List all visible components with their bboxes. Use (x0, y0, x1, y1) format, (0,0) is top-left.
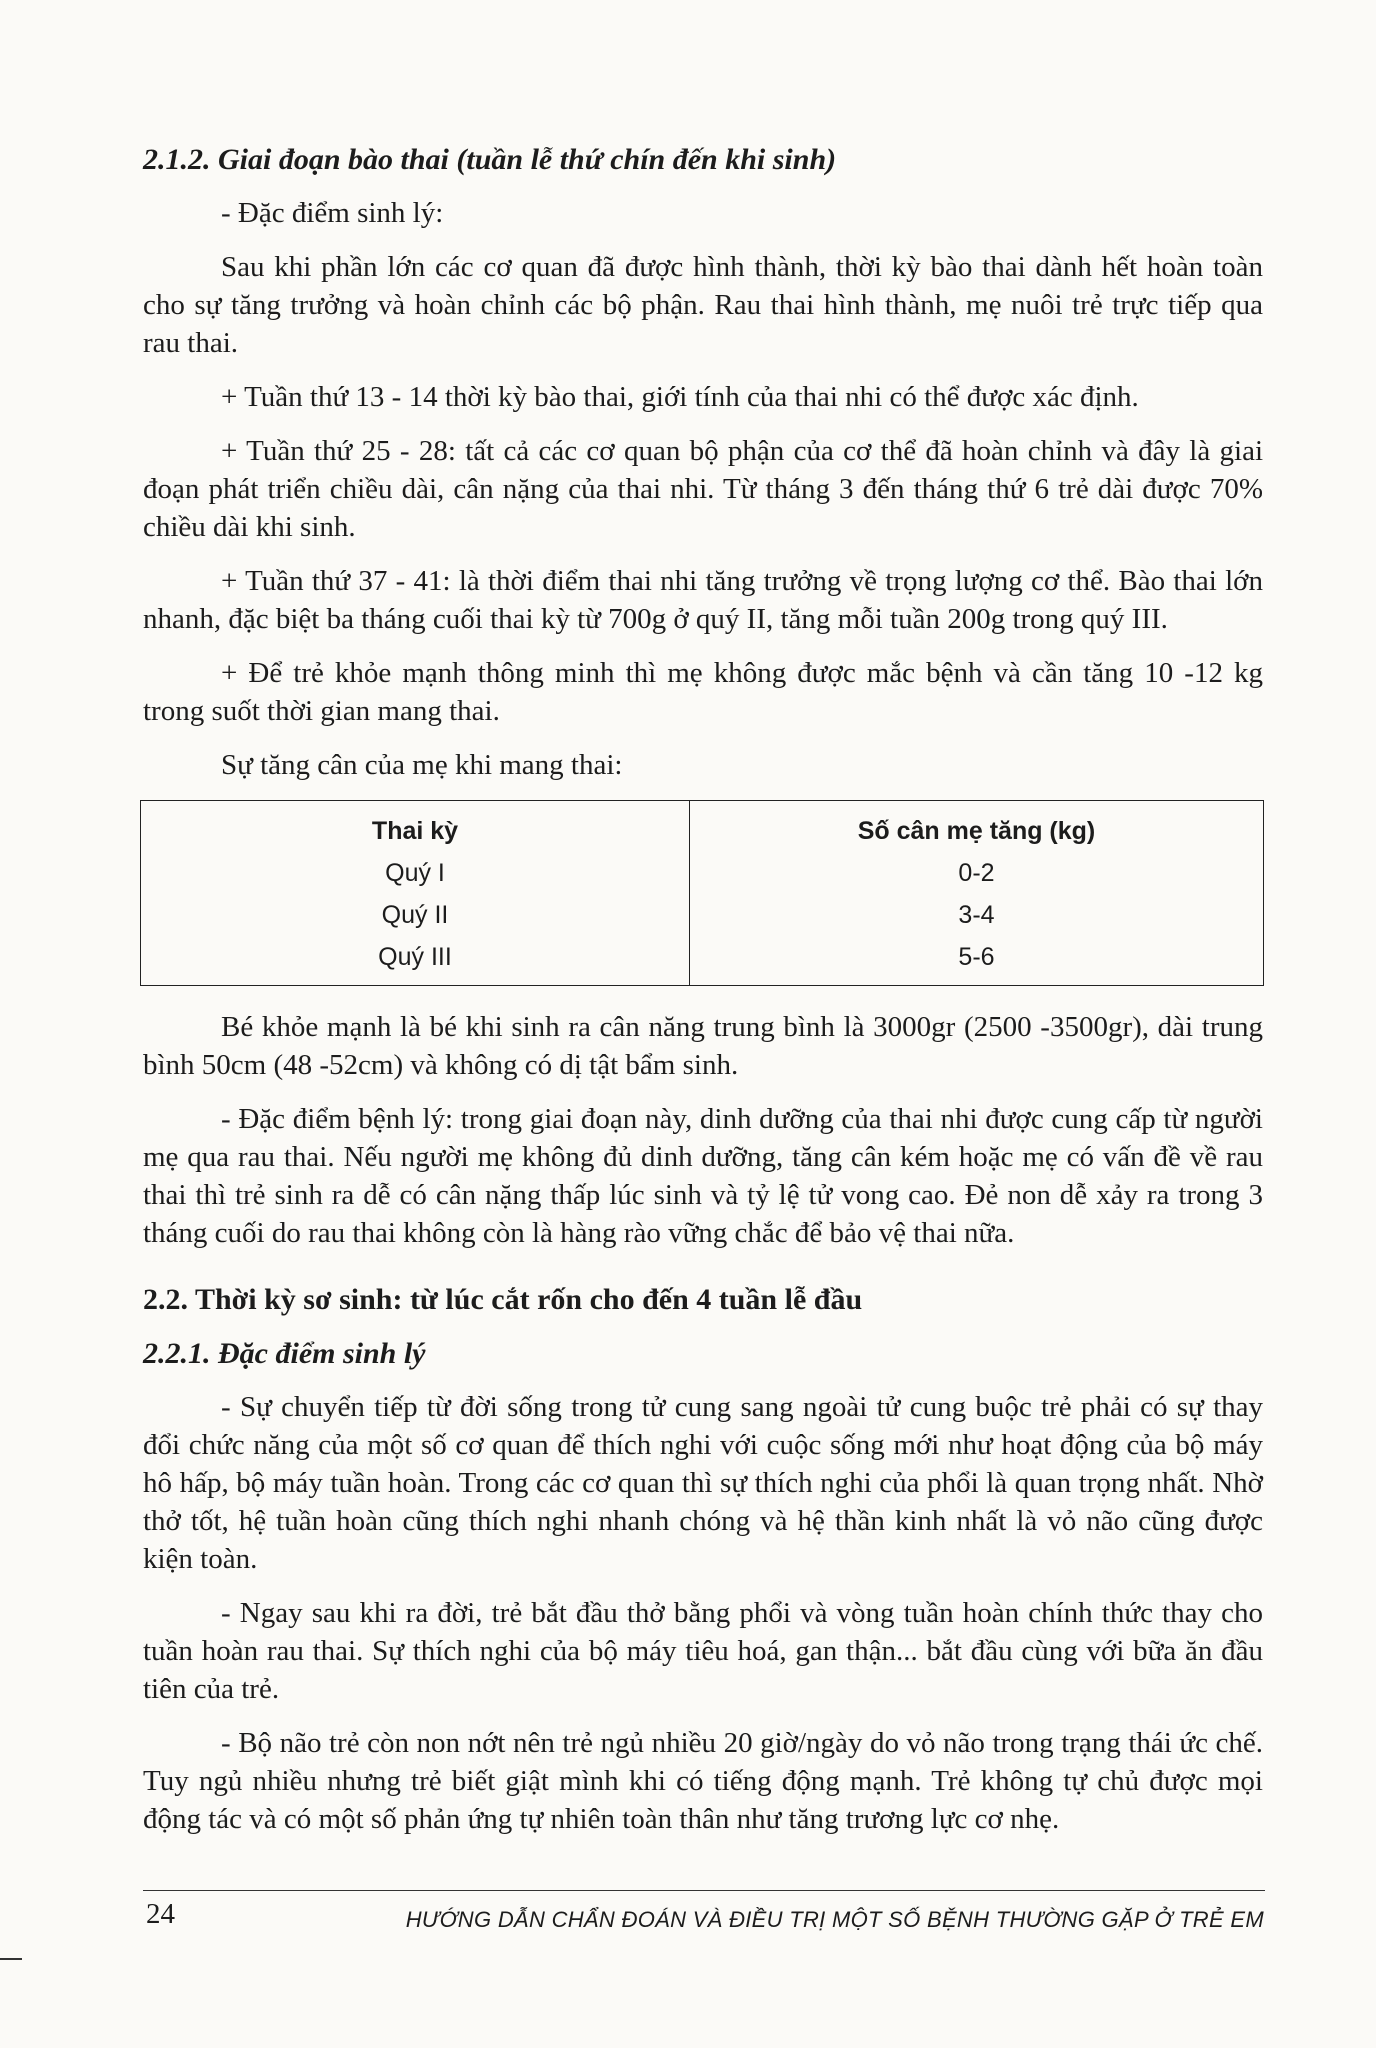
table-cell: 0-2 (690, 852, 1264, 894)
table-cell: 5-6 (690, 936, 1264, 986)
paragraph: Bé khỏe mạnh là bé khi sinh ra cân năng trung bình là 3000gr (2500 -3500gr), dài trung bình 50cm (48 -52cm) và không có dị tật bẩm sinh. (143, 1011, 1263, 1081)
paragraph: + Tuần thứ 13 - 14 thời kỳ bào thai, giới tính của thai nhi có thể được xác định. (221, 381, 1139, 413)
running-title: HƯỚNG DẪN CHẨN ĐOÁN VÀ ĐIỀU TRỊ MỘT SỐ BỆNH THƯỜNG GẶP Ở TRẺ EM (405, 1907, 1264, 1932)
paragraph: + Tuần thứ 37 - 41: là thời điểm thai nhi tăng trưởng về trọng lượng cơ thể. Bào thai lớn nhanh, đặc biệt ba tháng cuối thai kỳ từ 700g ở quý II, tăng mỗi tuần 200g trong quý III. (143, 565, 1263, 635)
footer-divider (143, 1890, 1265, 1891)
section-heading-2-2: 2.2. Thời kỳ sơ sinh: từ lúc cắt rốn cho đến 4 tuần lễ đầu (143, 1283, 863, 1316)
margin-mark (0, 1958, 22, 1960)
table-row (141, 852, 1264, 894)
table-cell: Quý II (141, 894, 690, 936)
paragraph: Sự tăng cân của mẹ khi mang thai: (221, 749, 623, 781)
section-heading-2-1-2: 2.1.2. Giai đoạn bào thai (tuần lễ thứ chín đến khi sinh) (143, 143, 837, 176)
section-heading-2-2-1: 2.2.1. Đặc điểm sinh lý (143, 1337, 426, 1370)
paragraph: Sau khi phần lớn các cơ quan đã được hình thành, thời kỳ bào thai dành hết hoàn toàn cho sự tăng trưởng và hoàn chỉnh các bộ phận. Rau thai hình thành, mẹ nuôi trẻ trực tiếp qua rau thai. (143, 251, 1263, 359)
table-header-cell: Số cân mẹ tăng (kg) (690, 801, 1264, 853)
page-number: 24 (146, 1898, 175, 1930)
table-header-cell: Thai kỳ (141, 801, 690, 853)
table-cell: 3-4 (690, 894, 1264, 936)
paragraph: - Ngay sau khi ra đời, trẻ bắt đầu thở bằng phổi và vòng tuần hoàn chính thức thay cho tuần hoàn rau thai. Sự thích nghi của bộ máy tiêu hoá, gan thận... bắt đầu cùng với bữa ăn đầu tiên của trẻ. (143, 1597, 1263, 1705)
table-header-row (141, 801, 1264, 853)
paragraph: - Bộ não trẻ còn non nớt nên trẻ ngủ nhiều 20 giờ/ngày do vỏ não trong trạng thái ức chế. Tuy ngủ nhiều nhưng trẻ biết giật mình khi có tiếng động mạnh. Trẻ không tự chủ được mọi động tác và có một số phản ứng tự nhiên toàn thân như tăng trương lực cơ nhẹ. (143, 1727, 1263, 1835)
paragraph: - Đặc điểm bệnh lý: trong giai đoạn này, dinh dưỡng của thai nhi được cung cấp từ người mẹ qua rau thai. Nếu người mẹ không đủ dinh dưỡng, tăng cân kém hoặc mẹ có vấn đề về rau thai thì trẻ sinh ra dễ có cân nặng thấp lúc sinh và tỷ lệ tử vong cao. Đẻ non dễ xảy ra trong 3 tháng cuối do rau thai không còn là hàng rào vững chắc để bảo vệ thai nữa. (143, 1103, 1263, 1249)
weight-gain-table (140, 800, 1264, 986)
table-row (141, 894, 1264, 936)
table-cell: Quý I (141, 852, 690, 894)
paragraph: - Đặc điểm sinh lý: (221, 197, 444, 229)
paragraph: + Để trẻ khỏe mạnh thông minh thì mẹ không được mắc bệnh và cần tăng 10 -12 kg trong suốt thời gian mang thai. (143, 657, 1263, 727)
paragraph: - Sự chuyển tiếp từ đời sống trong tử cung sang ngoài tử cung buộc trẻ phải có sự thay đổi chức năng của một số cơ quan để thích nghi với cuộc sống mới như hoạt động của bộ máy hô hấp, bộ máy tuần hoàn. Trong các cơ quan thì sự thích nghi của phổi là quan trọng nhất. Nhờ thở tốt, hệ tuần hoàn cũng thích nghi nhanh chóng và hệ thần kinh nhất là vỏ não cũng được kiện toàn. (143, 1391, 1263, 1575)
table-cell: Quý III (141, 936, 690, 986)
page-body (143, 140, 1263, 1854)
paragraph: + Tuần thứ 25 - 28: tất cả các cơ quan bộ phận của cơ thể đã hoàn chỉnh và đây là giai đoạn phát triển chiều dài, cân nặng của thai nhi. Từ tháng 3 đến tháng thứ 6 trẻ dài được 70% chiều dài khi sinh. (143, 435, 1263, 543)
table-row (141, 936, 1264, 986)
